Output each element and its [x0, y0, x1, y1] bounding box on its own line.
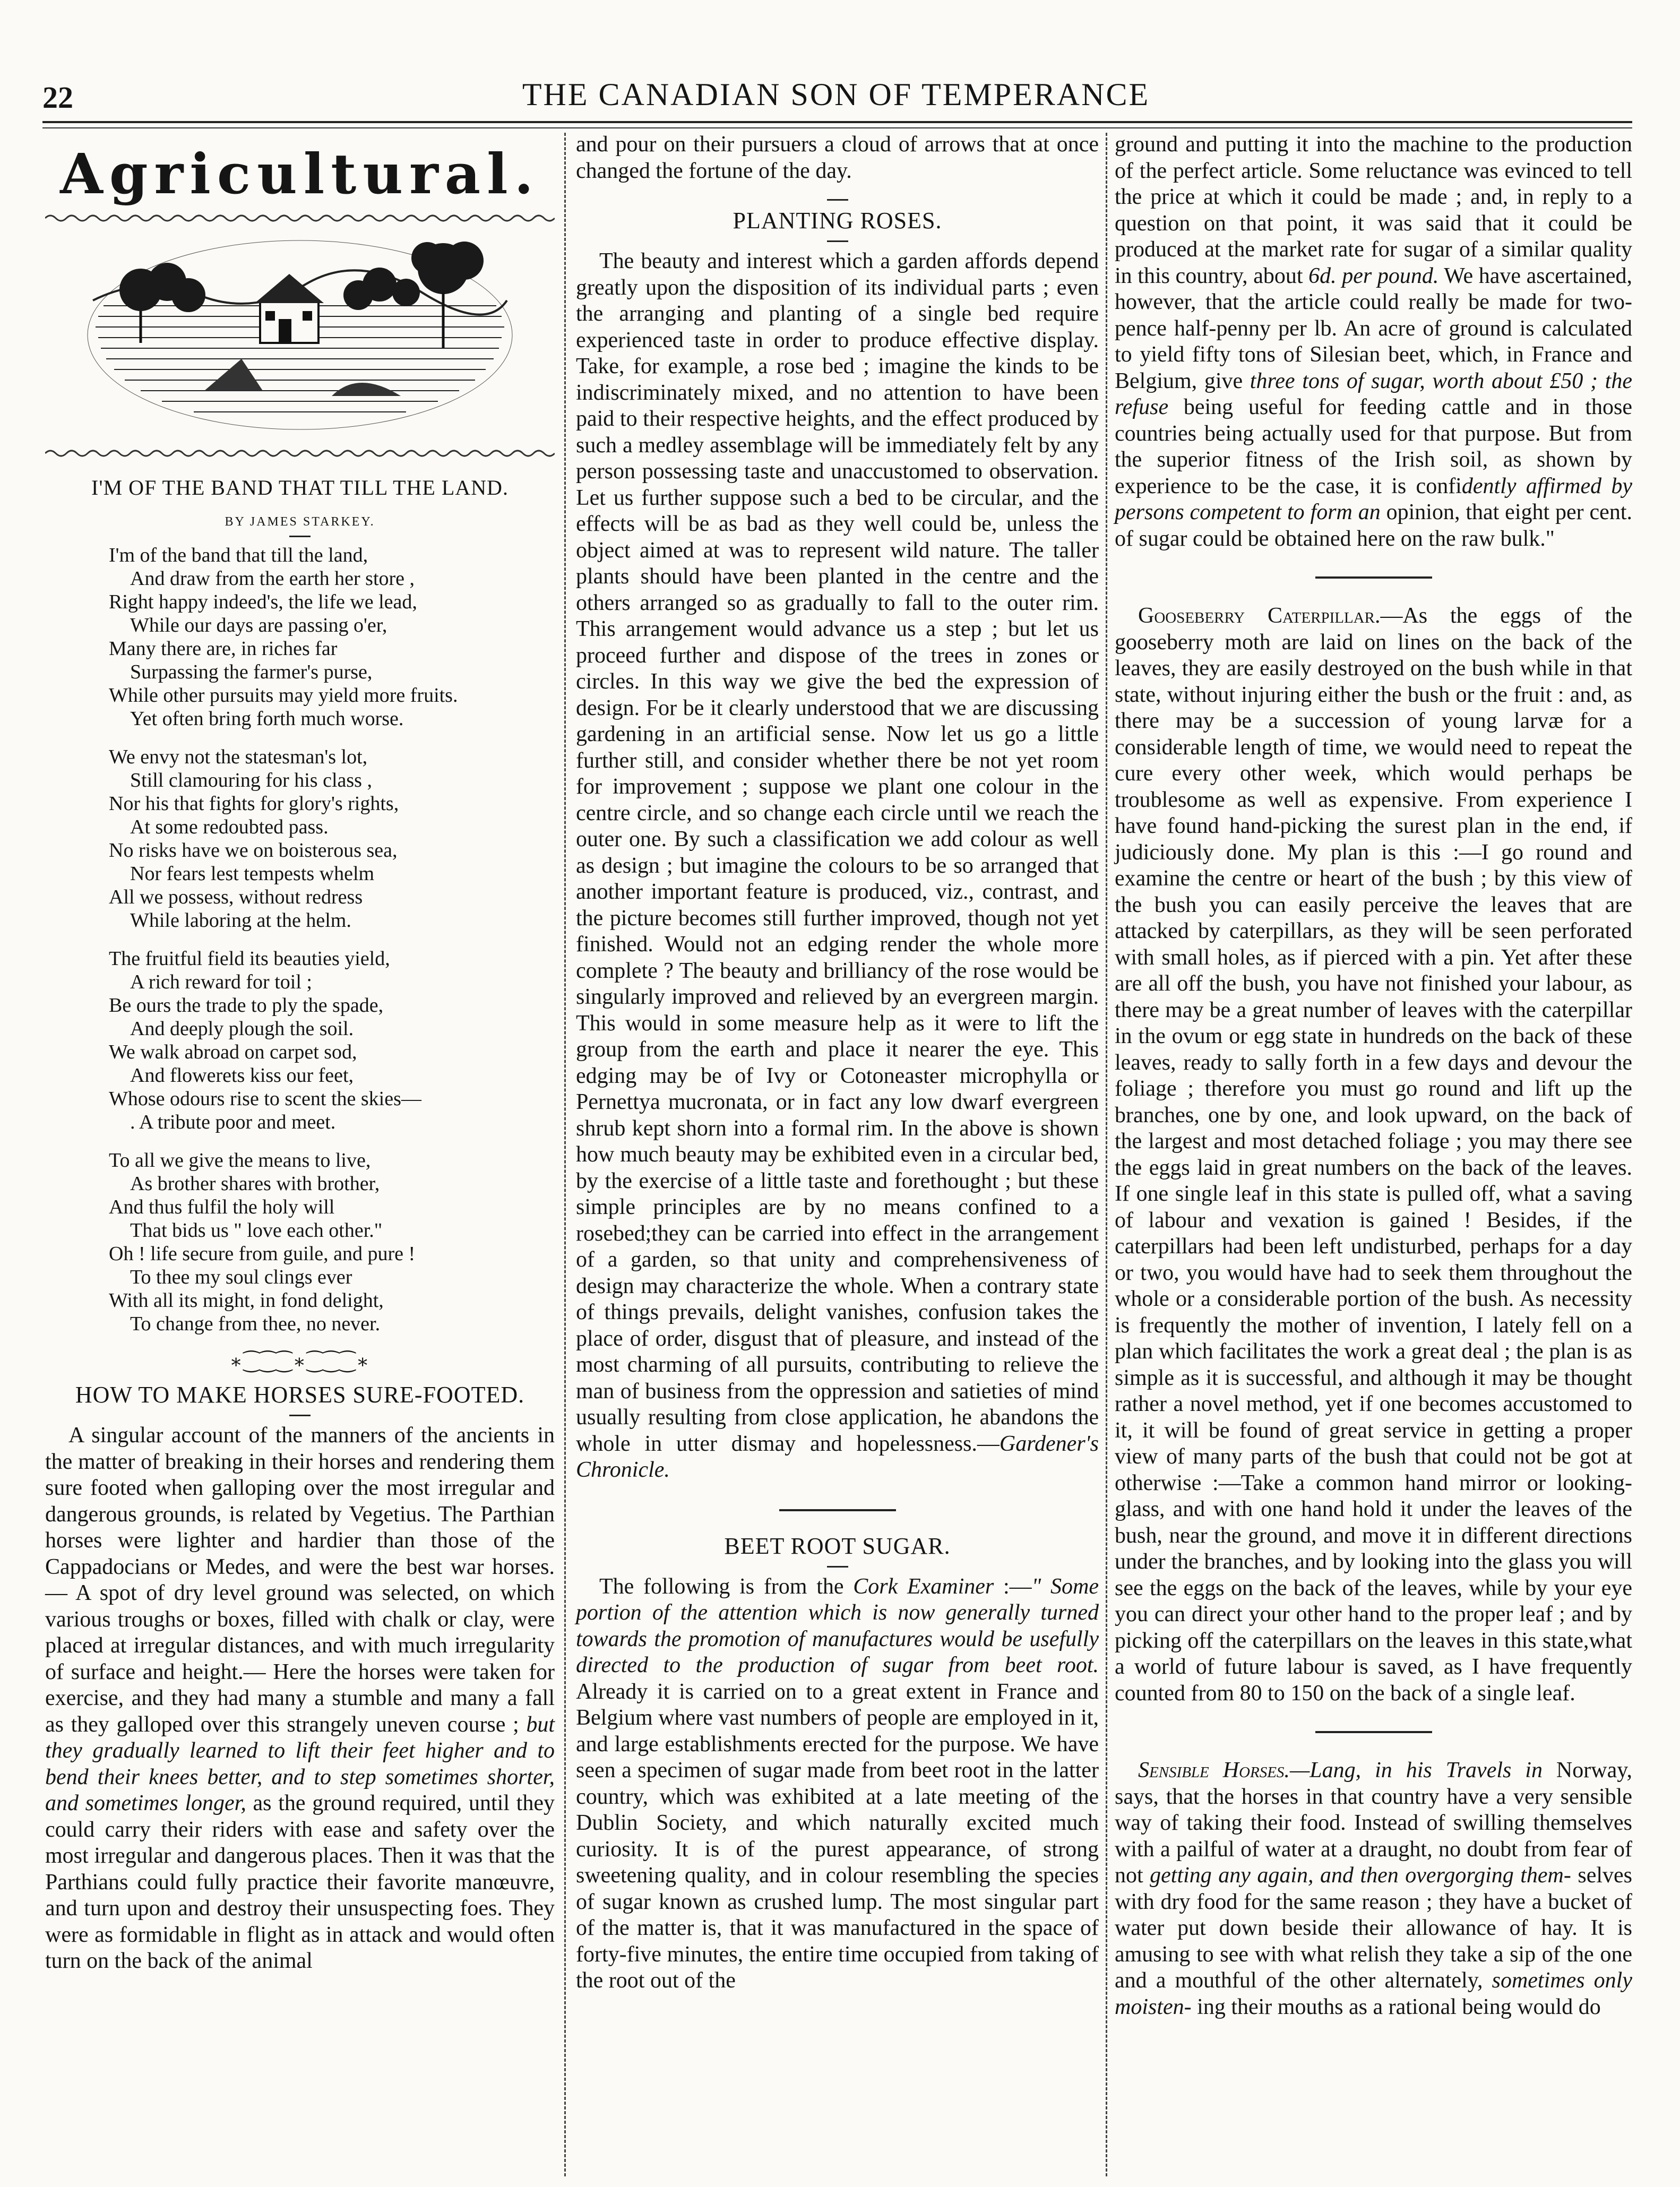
short-rule [827, 1566, 848, 1568]
poem-line: And flowerets kiss our feet, [130, 1064, 354, 1087]
column-divider-2 [1106, 133, 1107, 2176]
poem-line: Nor fears lest tempests whelm [130, 863, 375, 885]
poem-line: We walk abroad on carpet sod, [109, 1041, 357, 1063]
poem-stanza-1 [109, 544, 555, 730]
article-gooseberry-body: Gooseberry Caterpillar.—As the eggs of the gooseberry moth are laid on lines on the back of the leaves, they are easily destroyed on the bush while in that state, without injuring either the bush or the fruit : and, as there may be a succession of young larvæ for a considerable length of time, we would need to repeat the cure every other week, which would perhaps be troublesome as well as expensive. From experience I have found hand-picking the surest plan in the end, if judiciously done. My plan is this :—I go round and examine the centre or heart of the bush ; by this view of the bush you can easily perceive the leaves that are attacked by caterpillars, as they will be seen perforated with small holes, as if pierced with a pin. Yet after these are all off the bush, you have not finished your labour, as there may be a great number of leaves with the caterpillar in the ovum or egg state in hundreds on the back of these leaves, ready to sally forth in a few days and devour the foliage ; therefore you must go round and lift up the branches, one by one, and look upward, on the back of the largest and most detached foliage ; you may there see the eggs laid in great numbers on the back of the leaves. If one single leaf in this state is pulled off, what a saving of labour and vexation is gained ! Besides, if the caterpillars had been left undisturbed, perhaps for a day or two, you would have had to seek them throughout the whole or a considerable portion of the bush. As necessity is frequently the mother of invention, I lately fell on a plan which facilitates the work a great deal ; the plan is as simple as it is successful, and although it may be thought rather a novel method, yet if one becomes accustomed to it, it will be found of great service in getting a proper view of many parts of the bush that could not be got at otherwise :—Take a common hand mirror or looking-glass, and with one hand hold it under the leaves of the bush, near the ground, and move it in different directions under the branches, and by looking into the glass you will see the eggs on the back of the leaves, while by your eye you can direct your other hand to the proper leaf ; and by picking off the caterpillars on the leaves in this state,what a world of future labour is saved, as I have frequently counted from 80 to 150 on the back of a single leaf. [1115, 604, 1632, 1706]
poem-line: A rich reward for toil ; [130, 971, 312, 993]
header-rule [42, 121, 1632, 123]
poem-line: Surpassing the farmer's purse, [130, 661, 373, 683]
poem-stanza-2 [109, 745, 555, 932]
poem-line: That bids us " love each other." [130, 1219, 383, 1242]
section-heading: Agricultural. [60, 141, 540, 206]
article-title-horses: HOW TO MAKE HORSES SURE-FOOTED. [75, 1382, 525, 1408]
wavy-rule [45, 212, 555, 225]
article-title-roses: PLANTING ROSES. [733, 208, 942, 234]
poem-line: I'm of the band that till the land, [109, 544, 368, 566]
column-1 [45, 132, 555, 1975]
poem-line: Oh ! life secure from guile, and pure ! [109, 1243, 416, 1265]
running-title: THE CANADIAN SON OF TEMPERANCE [522, 77, 1150, 112]
article-separator [1315, 576, 1432, 579]
poem-line: Be ours the trade to ply the spade, [109, 994, 384, 1017]
poem-line: And deeply plough the soil. [130, 1018, 354, 1040]
poem-line: While other pursuits may yield more fruits. [109, 684, 458, 707]
short-rule [827, 240, 848, 242]
poem-line: While laboring at the helm. [130, 909, 351, 932]
poem-line: Yet often bring forth much worse. [130, 708, 404, 730]
poem-line: Many there are, in riches far [109, 638, 338, 660]
ornament-divider: ∗⁐⁐⁐∗⁐⁐⁐∗ [229, 1351, 371, 1372]
poem-line: As brother shares with brother, [130, 1173, 380, 1195]
farm-landscape-illustration [82, 237, 518, 433]
poem-line: The fruitful field its beauties yield, [109, 948, 390, 970]
poem-line: Still clamouring for his class , [130, 769, 372, 791]
short-rule [827, 199, 848, 201]
poem-line: We envy not the statesman's lot, [109, 746, 368, 768]
poem-line: Nor his that fights for glory's rights, [109, 793, 399, 815]
article-sensible-horses-body: Sensible Horses.—Lang, in his Travels in Norway, says, that the horses in that country have a very sensible way of taking their food. Instead of swilling themselves with a pailful of water at a draught, no doubt from fear of not getting any again, and then overgorging them- selves with dry food for the same reason ; they have a bucket of water put down beside their allowance of hay. It is amusing to see with what relish they take a sip of the one and a mouthful of the other alternately, sometimes only moisten- ing their mouths as a rational being would do [1115, 1758, 1632, 2019]
page-header [42, 74, 1630, 122]
source-citation: Gardener's Chronicle. [576, 1431, 1099, 1482]
article-lead-in: Gooseberry Caterpillar. [1138, 604, 1381, 628]
poem-line: At some redoubted pass. [130, 816, 329, 838]
poem-title: I'M OF THE BAND THAT TILL THE LAND. [91, 476, 509, 500]
header-rule-thin [42, 127, 1632, 128]
poem-line: And draw from the earth her store , [130, 567, 415, 590]
article-lead-in: Sensible Horses. [1138, 1758, 1290, 1783]
poem-line: No risks have we on boisterous sea, [109, 839, 398, 862]
poem-line: With all its might, in fond delight, [109, 1289, 384, 1312]
poem-line: While our days are passing o'er, [130, 614, 387, 636]
article-beet-body: The following is from the Cork Examiner :—" Some portion of the attention which is now generally turned towards the promotion of manufactures would be usefully directed to the production of sugar from beet root. Already it is carried on to a great extent in France and Belgium where vast numbers of people are employed in it, and large establishments erected for the purpose. We have seen a specimen of sugar made from beet root in the latter country, which was exhibited at a late meeting of the Dublin Society, and which naturally excited much curiosity. It is of the purest appearance, of strong sweetening quality, and in colour resembling the species of sugar known as crushed lump. The most singular part of the matter is, that it was manufactured in the space of forty-five minutes, the entire time occupied from taking of the root out of the [576, 1574, 1099, 1993]
page-number: 22 [42, 80, 73, 115]
poem-line: To change from thee, no never. [130, 1313, 381, 1335]
column-3 [1115, 132, 1632, 2020]
short-rule [289, 1415, 311, 1416]
article-separator [779, 1509, 896, 1511]
article-horses-body: A singular account of the manners of the ancients in the matter of breaking in their horses and rendering them sure footed when galloping over the most irregular and dangerous grounds, is related by Vegetius. The Parthian horses were lighter and hardier than those of the Cappadocians or Medes, and were the best war horses.— A spot of dry level ground was selected, on which various troughs or boxes, filled with chalk or clay, were placed at irregular distances, and with much irregularity of surface and height.— Here the horses were taken for exercise, and they had many a stumble and many a fall as they galloped over this strangely uneven course ; but they gradually learned to lift their feet higher and to bend their knees better, and to step sometimes shorter, and sometimes longer, as the ground required, until they could carry their riders with ease and safety over the most irregular and dangerous places. Then it was that the Parthians could fully practice their favorite manœuvre, and turn upon and destroy their unsuspecting foes. They were as formidable in flight as in attack and would often turn on the back of the animal [45, 1423, 555, 1973]
article-separator [1315, 1731, 1432, 1733]
poem-line: . A tribute poor and meet. [130, 1111, 336, 1133]
article-beet-continued: ground and putting it into the machine to the production of the perfect article. Some reluctance was evinced to tell the price at which it could be made ; and, in reply to a question on that point, it was said that it could be produced at the market rate for sugar of a similar quality in this country, about 6d. per pound. We have ascertained, however, that the article could really be made for two-pence half-penny per lb. An acre of ground is calculated to yield fifty tons of Silesian beet, which, in France and Belgium, give three tons of sugar, worth about £50 ; the refuse being useful for feeding cattle and in those countries being actually used for that purpose. But from the superior fitness of the Irish soil, as shown by experience to be the case, it is confidently affirmed by persons competent to form an opinion, that eight per cent. of sugar could be obtained here on the raw bulk." [1115, 132, 1633, 551]
poem-line: All we possess, without redress [109, 886, 363, 908]
poem-line: To all we give the means to live, [109, 1149, 371, 1172]
poem-line: To thee my soul clings ever [130, 1266, 352, 1288]
poem-body [45, 544, 555, 1336]
article-roses-body: The beauty and interest which a garden affords depend greatly upon the disposition of its individual parts ; even the arranging and planting of a single bed require experienced taste in order to produce effective display. Take, for example, a rose bed ; imagine the kinds to be indiscriminately mixed, and no attention to have been paid to their respective heights, and the effect produced by such a medley assemblage will be immediately felt by any person possessing taste and unaccustomed to observation. Let us further suppose such a bed to be circular, and the effects will be as bad as they well could be, unless the object aimed at was to represent wild nature. The taller plants should have been planted in the centre and the others arranged so as gradually to fall to the outer rim. This arrangement would advance us a step ; but let us proceed further and dispose of the trees in zones or circles. In this way we give the bed the expression of design. For be it clearly understood that we are discussing gardening in an artificial sense. Now let us go a little further still, and consider whether there be not yet room for improvement ; suppose we plant one colour in the centre circle, and so change each circle until we reach the outer one. By such a classification we add colour as well as design ; but imagine the colours to be so arranged that another important feature is produced, viz., contrast, and the picture becomes still further improved, though not yet finished. Would not an edging render the whole more complete ? The beauty and brilliancy of the rose would be singularly improved and relieved by an evergreen margin. This would in some measure help as it were to lift the group from the earth and place it nearer the eye. This edging may be of Ivy or Cotoneaster microphylla or Pernettya mucronata, or in fact any low dwarf evergreen shrub kept shorn into a formal rim. In the above is shown how much beauty may be exhibited even in a circular bed, by the exercise of a little taste and forethought ; but these simple principles are by no means confined to a rosebed;they can be carried into effect in the arrangement of a garden, so that unity and comprehensiveness of design may characterize the whole. When a contrary state of things prevails, delight vanishes, confusion takes the place of order, disgust that of pleasure, and instead of the most charming of all pursuits, contributing to relieve the man of business from the oppression and satieties of mind usually resulting from close application, he abandons the whole in utter dismay and hopelessness.—Gardener's Chronicle. [576, 249, 1099, 1482]
short-rule [289, 536, 311, 537]
poem-stanza-4 [109, 1149, 555, 1336]
continued-text: and pour on their pursuers a cloud of arrows that at once changed the fortune of the day. [576, 132, 1099, 183]
column-divider-1 [564, 133, 566, 2176]
poem-line: And thus fulfil the holy will [109, 1196, 335, 1218]
column-2 [576, 132, 1099, 1994]
wavy-rule-lower [45, 447, 555, 460]
poem-stanza-3 [109, 947, 555, 1134]
article-title-beet: BEET ROOT SUGAR. [724, 1532, 951, 1559]
poem-line: Whose odours rise to scent the skies— [109, 1088, 421, 1110]
poem-byline: BY JAMES STARKEY. [225, 515, 375, 529]
poem-line: Right happy indeed's, the life we lead, [109, 591, 417, 613]
